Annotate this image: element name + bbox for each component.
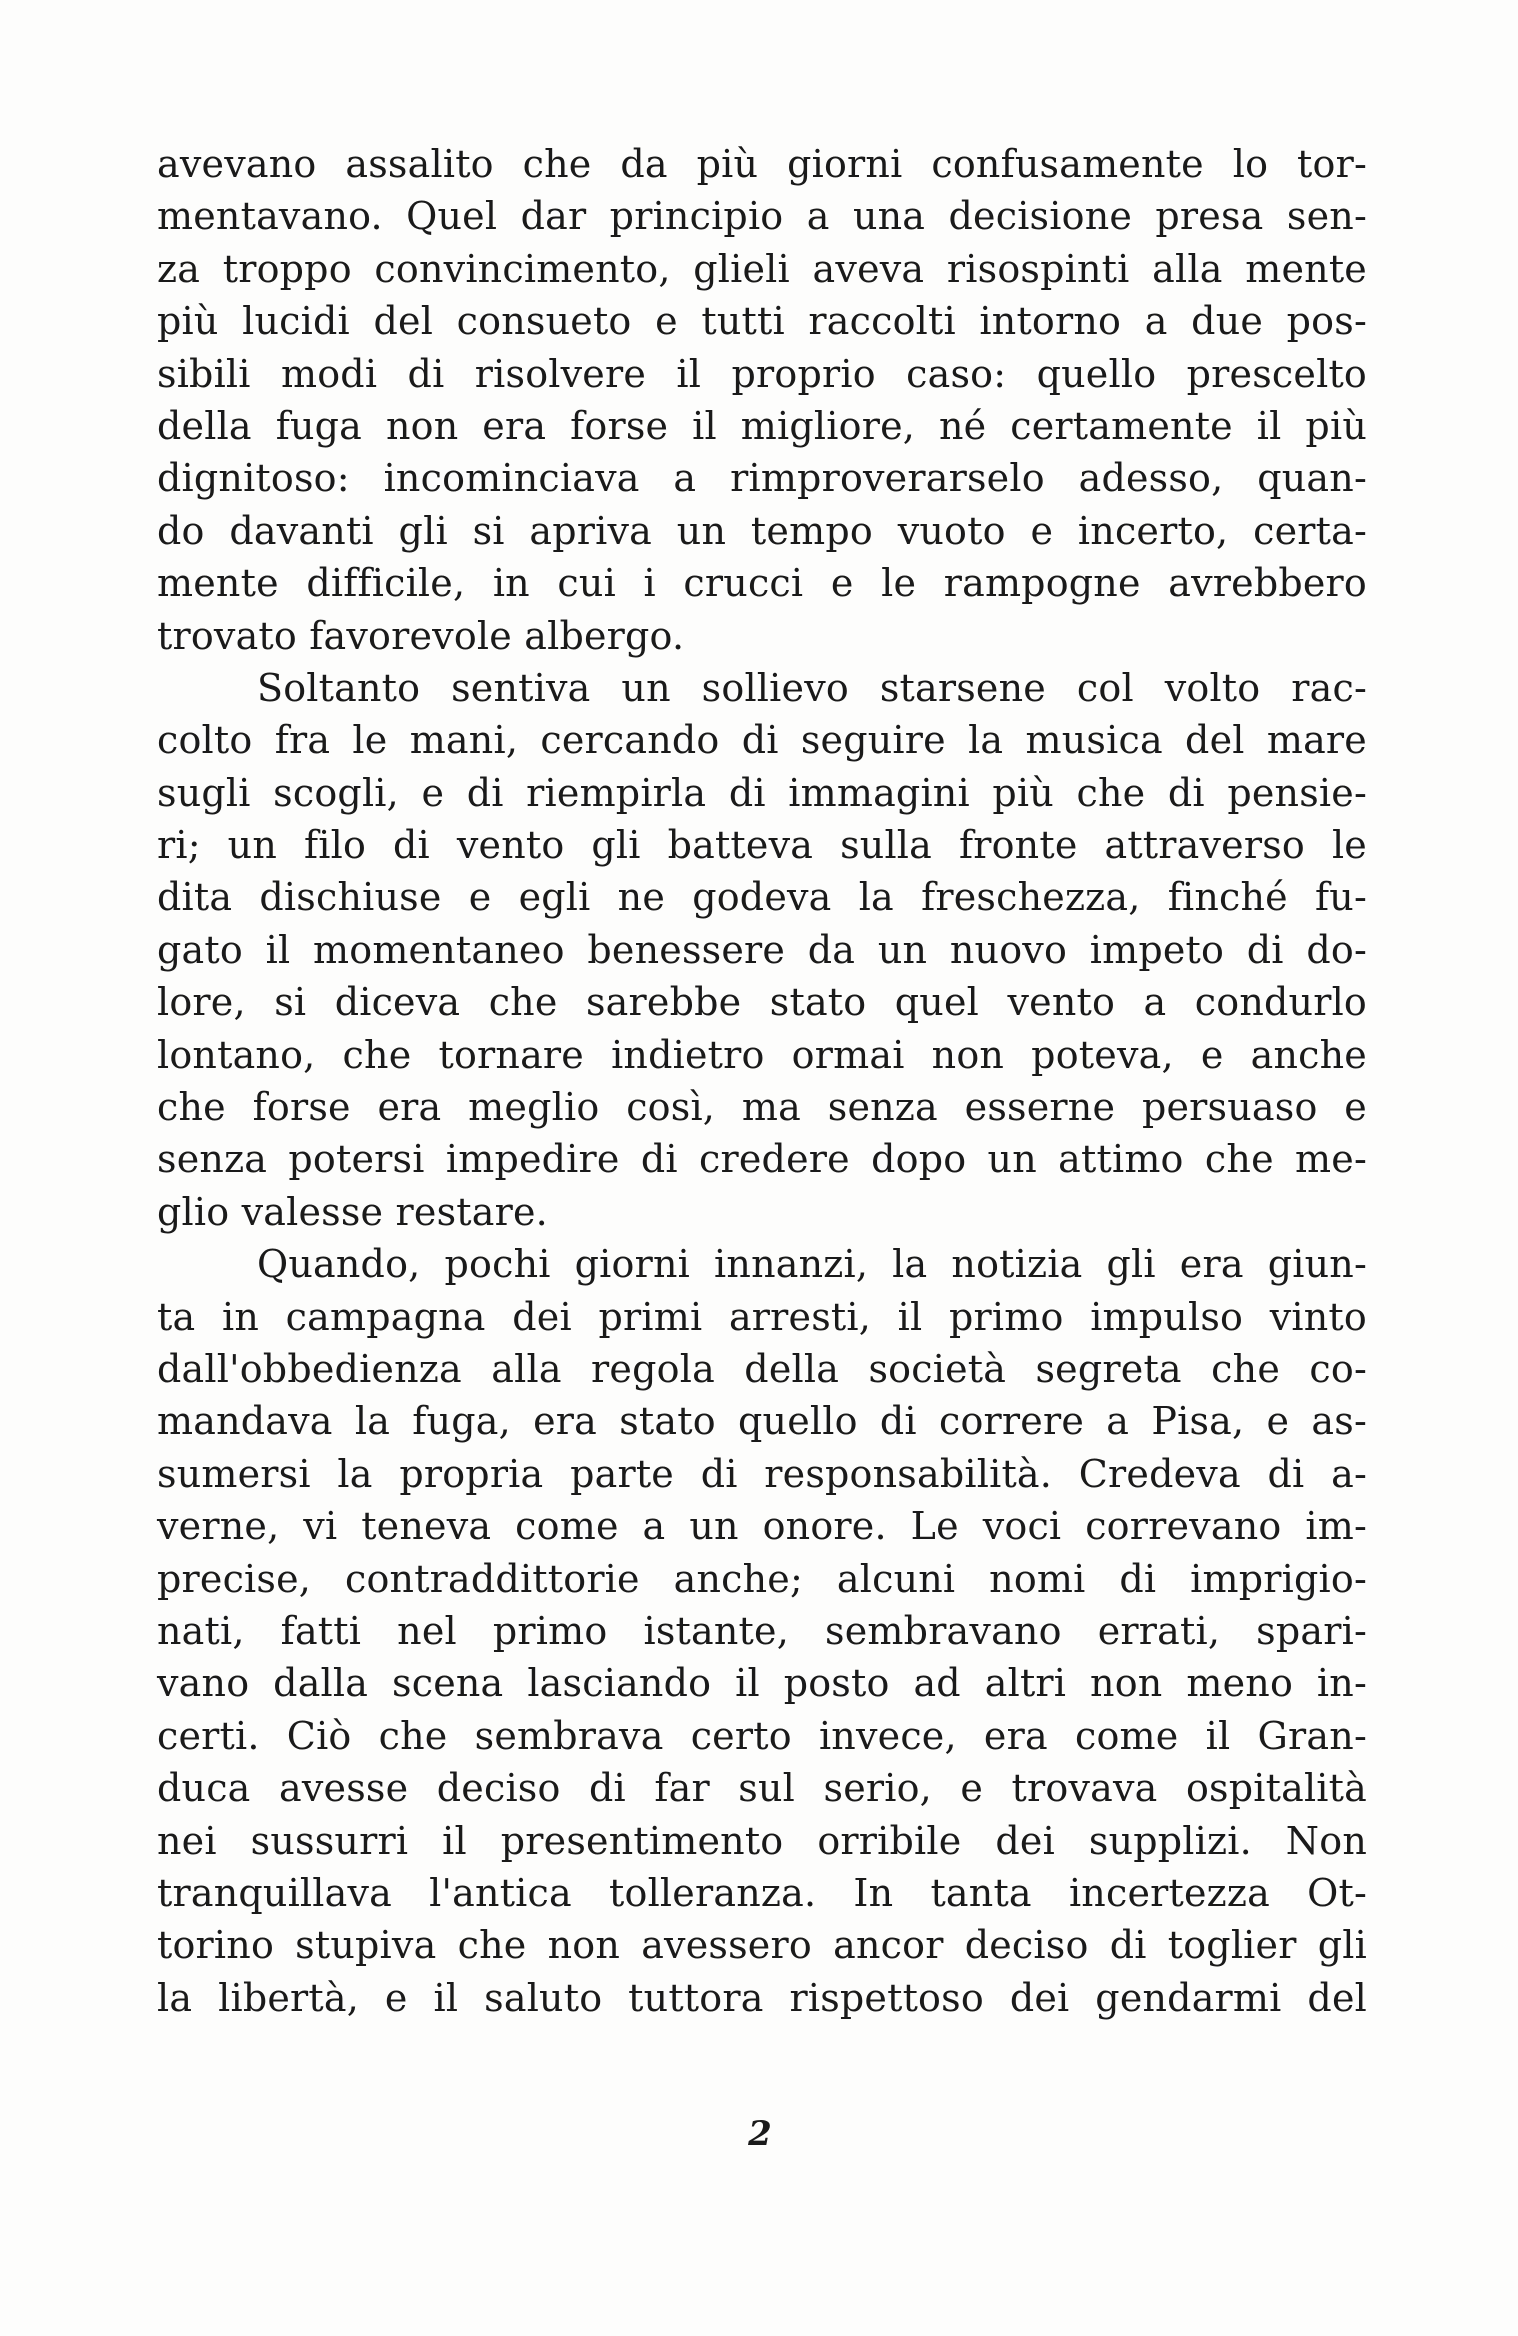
text-line: trovato favorevole albergo. <box>157 613 685 658</box>
text-line: sibili modi di risolvere il proprio caso: quello prescelto <box>157 351 1367 396</box>
text-line: la libertà, e il saluto tuttora rispettoso dei gendarmi del <box>157 1975 1367 2020</box>
text-line: certi. Ciò che sembrava certo invece, era come il Gran- <box>157 1713 1367 1758</box>
text-line: ta in campagna dei primi arresti, il primo impulso vinto <box>157 1294 1367 1339</box>
text-line: dita dischiuse e egli ne godeva la freschezza, finché fu- <box>157 875 1367 920</box>
text-line: lore, si diceva che sarebbe stato quel vento a condurlo <box>157 980 1367 1025</box>
text-line: dignitoso: incominciava a rimproverarselo adesso, quan- <box>157 456 1367 501</box>
text-line: torino stupiva che non avessero ancor deciso di toglier gli <box>157 1923 1367 1968</box>
text-line: colto fra le mani, cercando di seguire la musica del mare <box>157 718 1367 763</box>
body-text <box>157 138 1367 2024</box>
text-line: vano dalla scena lasciando il posto ad altri non meno in- <box>157 1661 1367 1706</box>
text-line: ri; un filo di vento gli batteva sulla fronte attraverso le <box>157 823 1367 868</box>
text-line: nei sussurri il presentimento orribile dei supplizi. Non <box>157 1818 1367 1863</box>
text-line: lontano, che tornare indietro ormai non poteva, e anche <box>157 1032 1367 1077</box>
text-line: gato il momentaneo benessere da un nuovo impeto di do- <box>157 927 1367 972</box>
text-line: nati, fatti nel primo istante, sembravano errati, spari- <box>157 1608 1367 1653</box>
text-line: della fuga non era forse il migliore, né certamente il più <box>157 403 1367 448</box>
text-line: dall'obbedienza alla regola della società segreta che co- <box>157 1346 1367 1391</box>
text-line: za troppo convincimento, glieli aveva risospinti alla mente <box>157 246 1367 291</box>
text-line: che forse era meglio così, ma senza esserne persuaso e <box>157 1085 1367 1130</box>
text-line: tranquillava l'antica tolleranza. In tanta incertezza Ot- <box>157 1870 1367 1915</box>
text-line: verne, vi teneva come a un onore. Le voci correvano im- <box>157 1504 1367 1549</box>
page-number: 2 <box>748 2114 772 2154</box>
text-line: mandava la fuga, era stato quello di correre a Pisa, e as- <box>157 1399 1367 1444</box>
text-line: precise, contraddittorie anche; alcuni nomi di imprigio- <box>157 1556 1367 1601</box>
text-line: mentavano. Quel dar principio a una decisione presa sen- <box>157 194 1367 239</box>
text-line: Quando, pochi giorni innanzi, la notizia gli era giun- <box>257 1242 1367 1287</box>
text-line: avevano assalito che da più giorni confusamente lo tor- <box>157 142 1367 186</box>
text-line: glio valesse restare. <box>157 1189 548 1234</box>
text-line: sumersi la propria parte di responsabilità. Credeva di a- <box>157 1451 1367 1496</box>
text-line: più lucidi del consueto e tutti raccolti intorno a due pos- <box>157 299 1367 344</box>
text-line: duca avesse deciso di far sul serio, e trovava ospitalità <box>157 1766 1367 1811</box>
text-line: Soltanto sentiva un sollievo starsene col volto rac- <box>257 665 1367 710</box>
text-line: mente difficile, in cui i crucci e le rampogne avrebbero <box>157 561 1367 606</box>
text-line: sugli scogli, e di riempirla di immagini più che di pensie- <box>157 770 1367 815</box>
text-line: senza potersi impedire di credere dopo un attimo che me- <box>157 1137 1367 1182</box>
text-line: do davanti gli si apriva un tempo vuoto e incerto, certa- <box>157 508 1367 553</box>
